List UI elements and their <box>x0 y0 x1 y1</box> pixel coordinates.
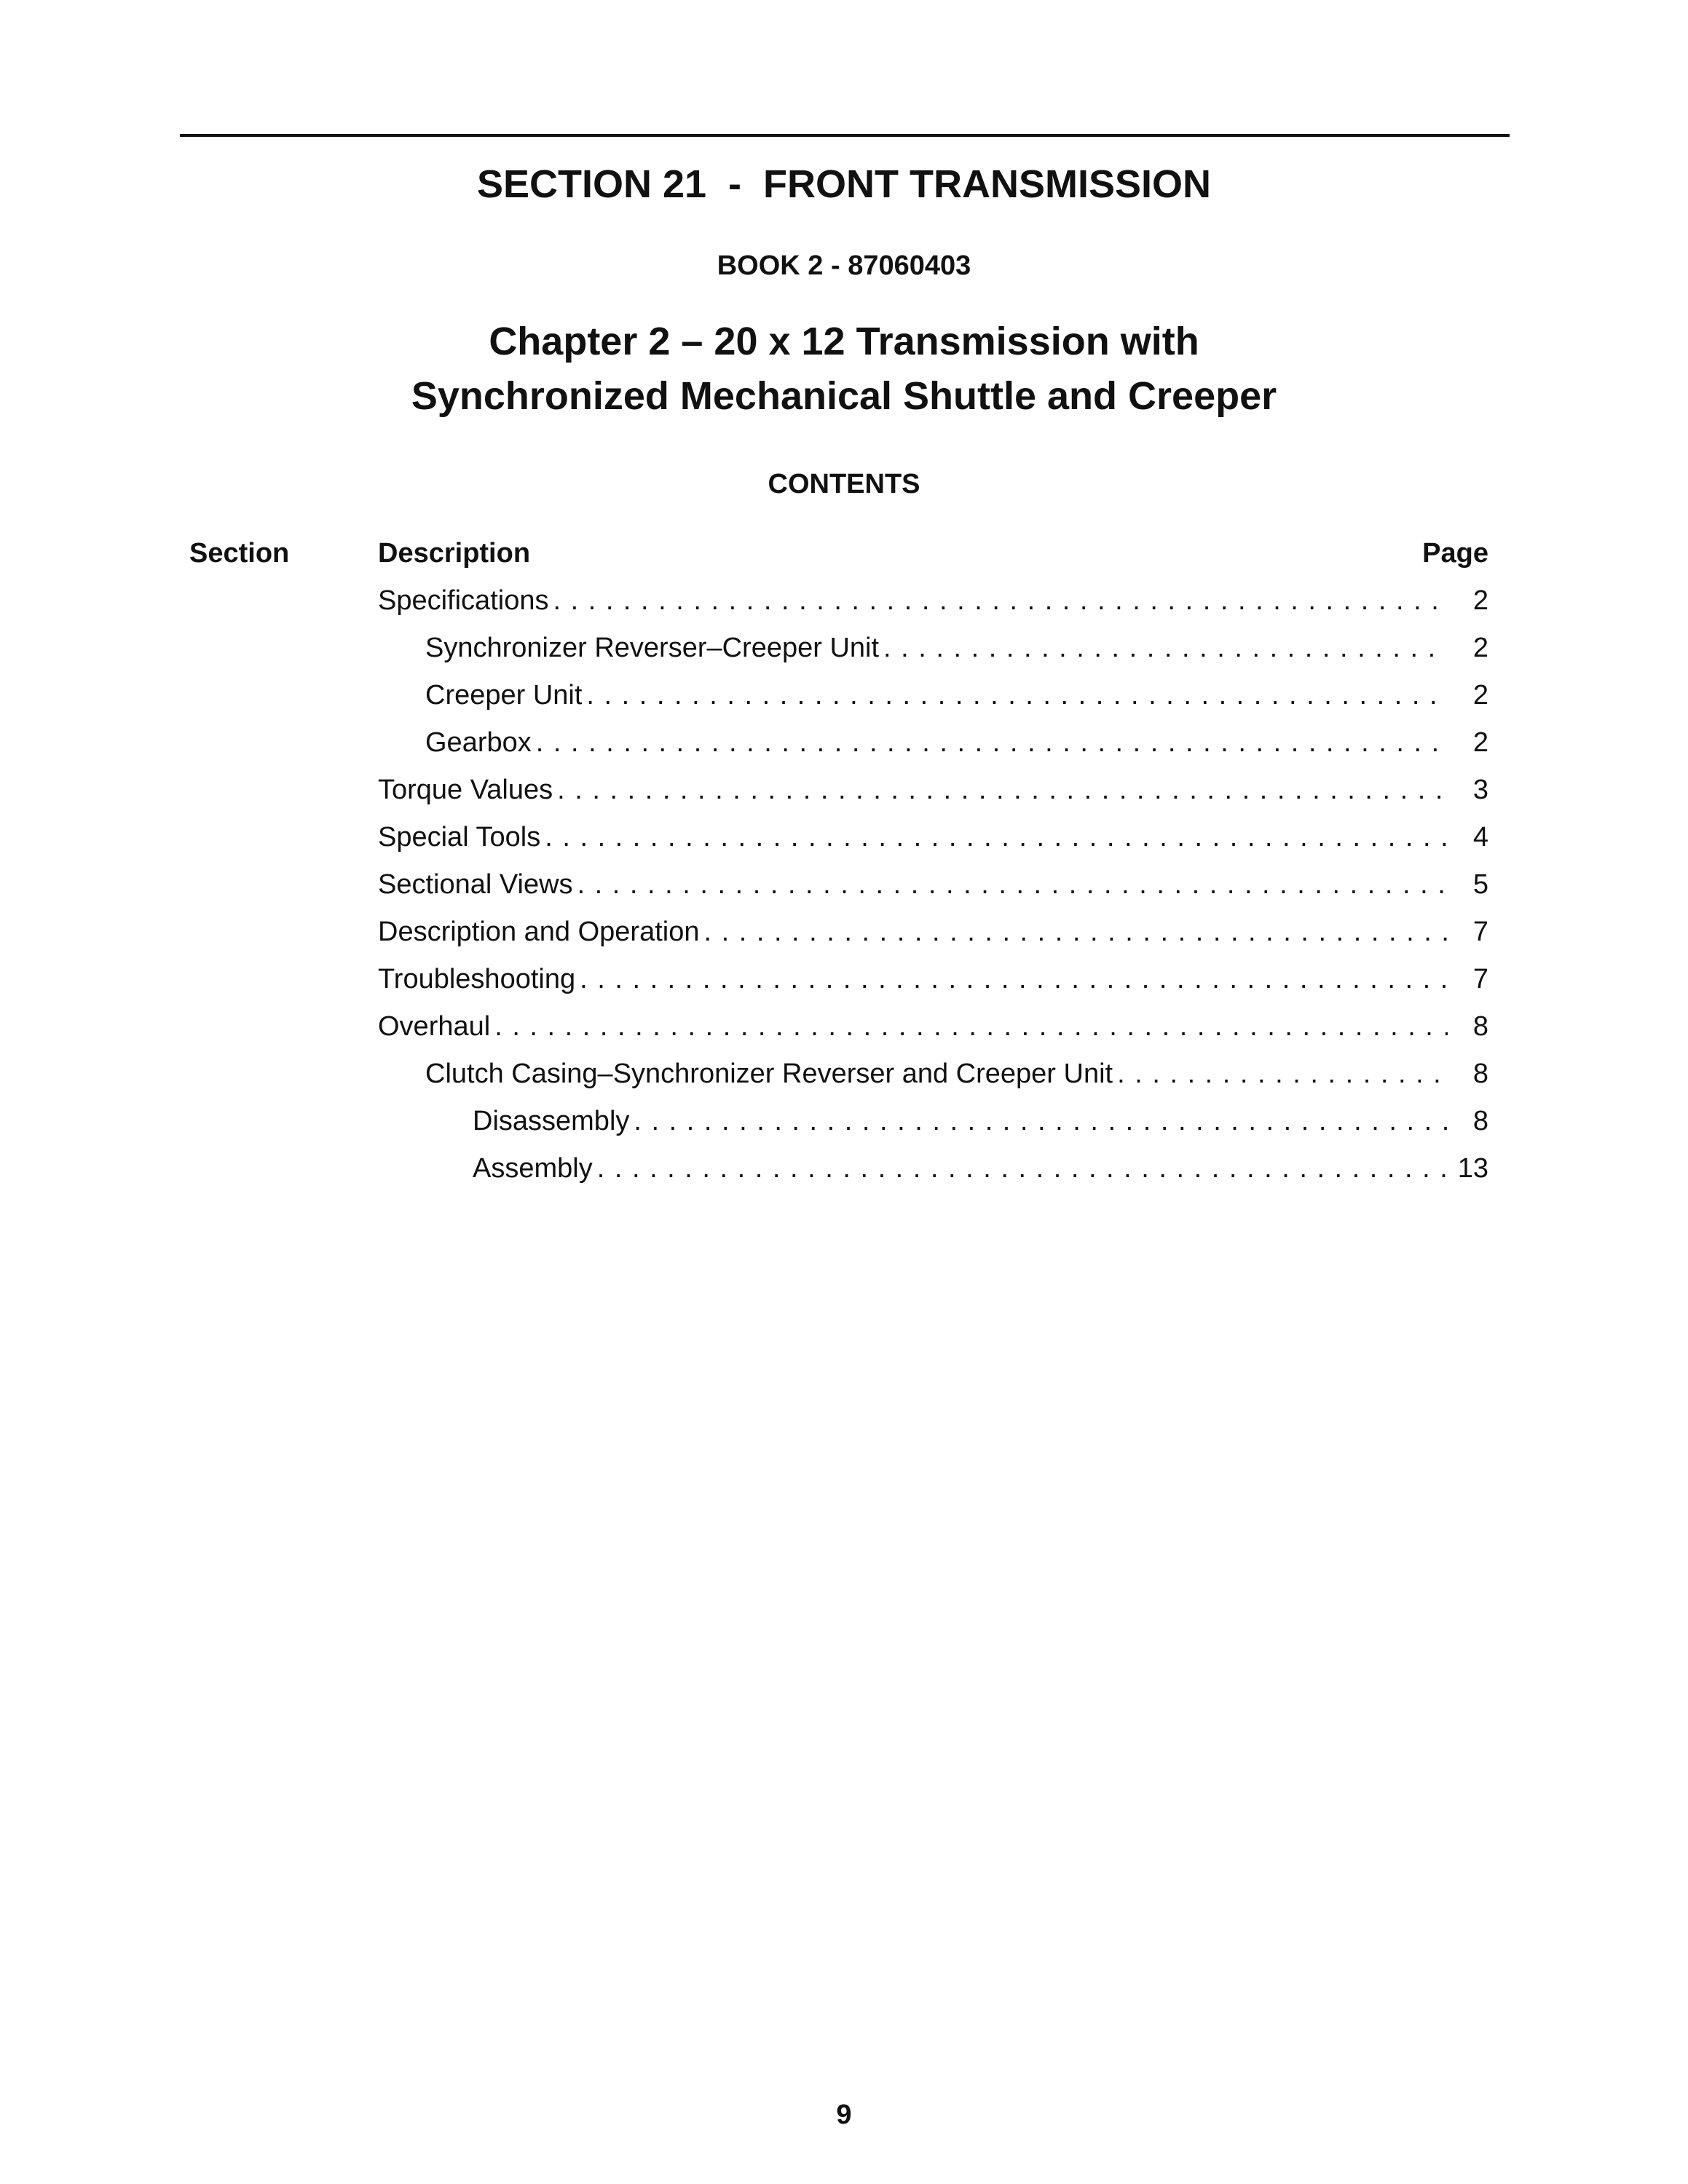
section-title: SECTION 21 - FRONT TRANSMISSION <box>476 162 1212 206</box>
toc-entry-page: 8 <box>1472 1059 1488 1089</box>
toc-entry-label: Sectional Views <box>378 866 577 903</box>
dot-leader <box>494 1008 1448 1045</box>
toc-entry-page: 2 <box>1472 585 1488 616</box>
toc-entry-page: 8 <box>1472 1106 1488 1136</box>
toc-entry-label: Creeper Unit <box>425 677 586 713</box>
toc-entry-page: 3 <box>1472 775 1488 805</box>
dot-leader <box>577 866 1448 903</box>
toc-entry[interactable] <box>378 1103 1488 1150</box>
toc-entry-page: 8 <box>1472 1011 1488 1042</box>
toc-entry[interactable] <box>378 961 1488 1008</box>
toc-entry-page: 4 <box>1472 822 1488 852</box>
toc-entry-page: 5 <box>1472 869 1488 900</box>
toc-entry-label: Special Tools <box>378 819 545 855</box>
toc-entry[interactable] <box>378 866 1488 914</box>
dot-leader <box>536 724 1448 761</box>
toc-entry-label: Gearbox <box>425 724 536 761</box>
toc-entry-page: 2 <box>1472 680 1488 711</box>
toc-entry[interactable] <box>378 630 1488 677</box>
toc-entry-page: 7 <box>1472 964 1488 994</box>
dot-leader <box>580 961 1448 997</box>
toc-entry[interactable] <box>378 914 1488 961</box>
page-number: 9 <box>836 2100 852 2130</box>
column-header-description: Description <box>378 538 531 569</box>
toc-entry-label: Synchronizer Reverser–Creeper Unit <box>425 630 883 666</box>
toc-entry[interactable] <box>378 819 1488 866</box>
book-number: BOOK 2 - 87060403 <box>717 250 971 281</box>
toc-entry[interactable] <box>378 1056 1488 1103</box>
column-header-section: Section <box>189 538 290 569</box>
contents-heading: CONTENTS <box>768 469 920 499</box>
dot-leader <box>703 914 1448 950</box>
toc-entry[interactable] <box>378 772 1488 819</box>
toc-entry[interactable] <box>378 1150 1488 1198</box>
toc-entry[interactable] <box>378 582 1488 630</box>
toc-entry-page: 13 <box>1457 1153 1488 1184</box>
dot-leader <box>553 582 1448 619</box>
dot-leader <box>1117 1056 1448 1092</box>
toc-entry-label: Assembly <box>473 1150 597 1187</box>
chapter-title-line2: Synchronized Mechanical Shuttle and Creeper <box>411 374 1277 418</box>
toc-entry[interactable] <box>378 724 1488 772</box>
chapter-title-line1: Chapter 2 – 20 x 12 Transmission with <box>489 320 1199 363</box>
chapter-title <box>0 314 1688 424</box>
dot-leader <box>586 677 1448 713</box>
contents-list <box>378 582 1488 1198</box>
toc-entry-label: Clutch Casing–Synchronizer Reverser and Creeper Unit <box>425 1056 1117 1092</box>
toc-entry-page: 2 <box>1472 727 1488 758</box>
toc-entry-label: Disassembly <box>473 1103 634 1139</box>
toc-entry[interactable] <box>378 677 1488 724</box>
dot-leader <box>545 819 1448 855</box>
toc-entry-label: Troubleshooting <box>378 961 580 997</box>
toc-entry-label: Torque Values <box>378 772 557 808</box>
dot-leader <box>883 630 1448 666</box>
toc-entry[interactable] <box>378 1008 1488 1056</box>
toc-entry-label: Specifications <box>378 582 553 619</box>
toc-entry-label: Description and Operation <box>378 914 703 950</box>
dot-leader <box>634 1103 1448 1139</box>
dot-leader <box>597 1150 1448 1187</box>
toc-entry-label: Overhaul <box>378 1008 494 1045</box>
dot-leader <box>557 772 1448 808</box>
top-rule <box>180 134 1510 137</box>
toc-entry-page: 2 <box>1472 633 1488 663</box>
column-header-page: Page <box>1422 538 1488 569</box>
toc-entry-page: 7 <box>1472 917 1488 947</box>
